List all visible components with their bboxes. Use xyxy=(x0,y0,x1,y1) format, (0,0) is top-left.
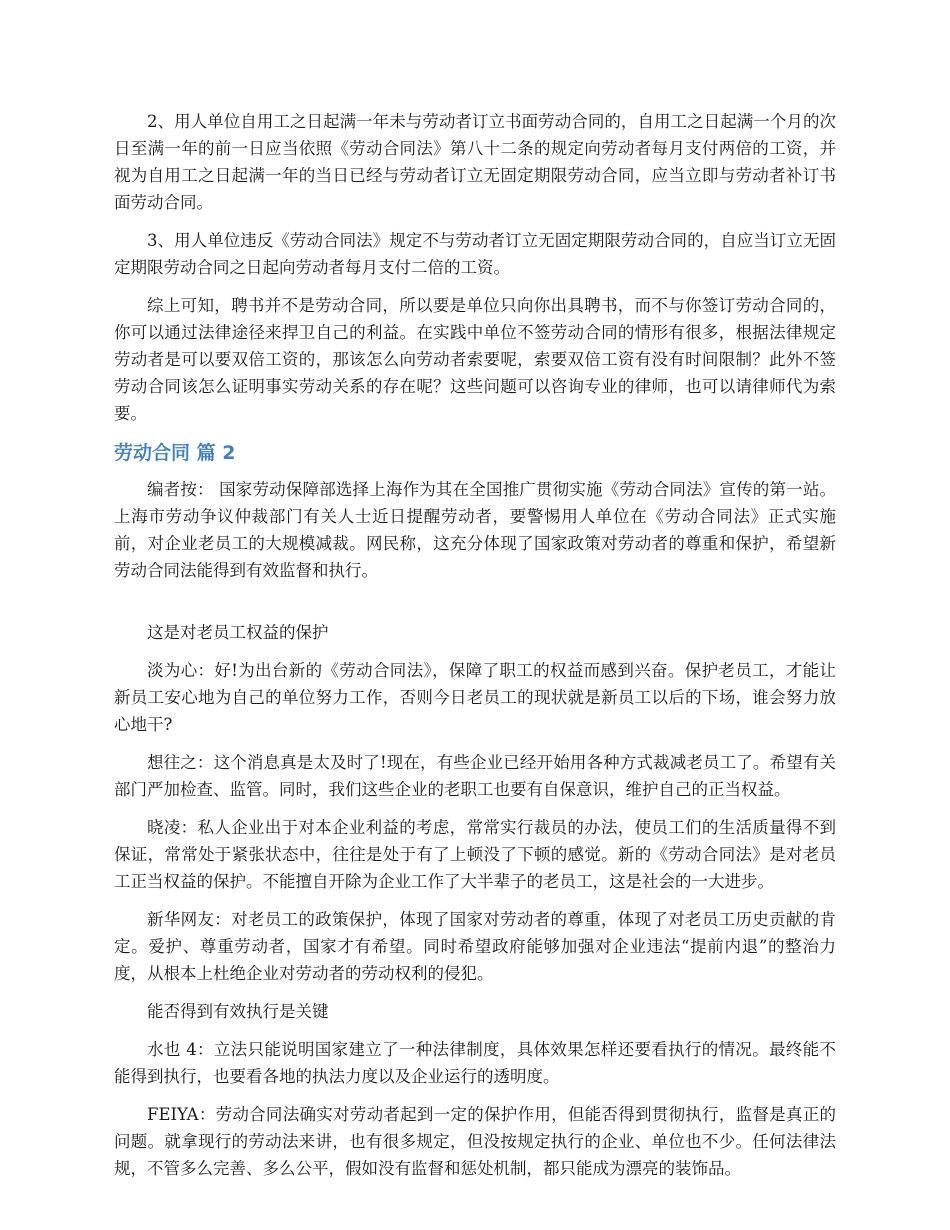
section-heading: 劳动合同 篇 2 xyxy=(114,442,236,464)
comment-paragraph: 晓凌：私人企业出于对本企业利益的考虑，常常实行裁员的办法，使员工们的生活质量得不到保证，常常处于紧张状态中，往往是处于有了上顿没了下顿的感觉。新的《劳动合同法》是对老员工正当权益的保护。不能擅自开除为企业工作了大半辈子的老员工，这是社会的一大进步。 xyxy=(114,818,836,891)
paragraph-item-3: 3、用人单位违反《劳动合同法》规定不与劳动者订立无固定期限劳动合同的，自应当订立无固定期限劳动合同之日起向劳动者每月支付二倍的工资。 xyxy=(114,231,836,277)
subheading-protection: 这是对老员工权益的保护 xyxy=(147,623,329,642)
editor-note: 编者按： 国家劳动保障部选择上海作为其在全国推广贯彻实施《劳动合同法》宣传的第一站。上海市劳动争议仲裁部门有关人士近日提醒劳动者，要警惕用人单位在《劳动合同法》正式实施前，对企业老员工的大规模减裁。网民称，这充分体现了国家政策对劳动者的尊重和保护，希望新劳动合同法能得到有效监督和执行。 xyxy=(114,480,836,580)
document-body xyxy=(114,108,836,1193)
comment-paragraph: 想往之：这个消息真是太及时了!现在，有些企业已经开始用各种方式裁减老员工了。希望有关部门严加检查、监管。同时，我们这些企业的老职工也要有自保意识，维护自己的正当权益。 xyxy=(114,753,836,799)
paragraph-item-2: 2、用人单位自用工之日起满一年未与劳动者订立书面劳动合同的，自用工之日起满一个月的次日至满一年的前一日应当依照《劳动合同法》第八十二条的规定向劳动者每月支付两倍的工资，并视为自用工之日起满一年的当日已经与劳动者订立无固定期限劳动合同，应当立即与劳动者补订书面劳动合同。 xyxy=(114,112,836,212)
comment-paragraph: FEIYA：劳动合同法确实对劳动者起到一定的保护作用，但能否得到贯彻执行，监督是真正的问题。就拿现行的劳动法来讲，也有很多规定，但没按规定执行的企业、单位也不少。任何法律法规，不管多么完善、多么公平，假如没有监督和惩处机制，都只能成为漂亮的装饰品。 xyxy=(114,1105,836,1178)
comment-paragraph: 新华网友：对老员工的政策保护，体现了国家对劳动者的尊重，体现了对老员工历史贡献的肯定。爱护、尊重劳动者，国家才有希望。同时希望政府能够加强对企业违法“提前内退”的整治力度，从根本上杜绝企业对劳动者的劳动权利的侵犯。 xyxy=(114,910,836,983)
paragraph-summary: 综上可知，聘书并不是劳动合同，所以要是单位只向你出具聘书，而不与你签订劳动合同的，你可以通过法律途径来捍卫自己的利益。在实践中单位不签劳动合同的情形有很多，根据法律规定劳动者是可以要双倍工资的，那该怎么向劳动者索要呢，索要双倍工资有没有时间限制？此外不签劳动合同该怎么证明事实劳动关系的存在呢？这些问题可以咨询专业的律师，也可以请律师代为索要。 xyxy=(114,296,836,423)
blank-line xyxy=(114,595,836,619)
comment-paragraph: 淡为心：好!为出台新的《劳动合同法》，保障了职工的权益而感到兴奋。保护老员工，才能让新员工安心地为自己的单位努力工作，否则今日老员工的现状就是新员工以后的下场，谁会努力放心地干? xyxy=(114,661,836,734)
subheading-execution: 能否得到有效执行是关键 xyxy=(147,1002,329,1021)
comment-paragraph: 水也 4：立法只能说明国家建立了一种法律制度，具体效果怎样还要看执行的情况。最终能不能得到执行，也要看各地的执法力度以及企业运行的透明度。 xyxy=(114,1040,836,1086)
